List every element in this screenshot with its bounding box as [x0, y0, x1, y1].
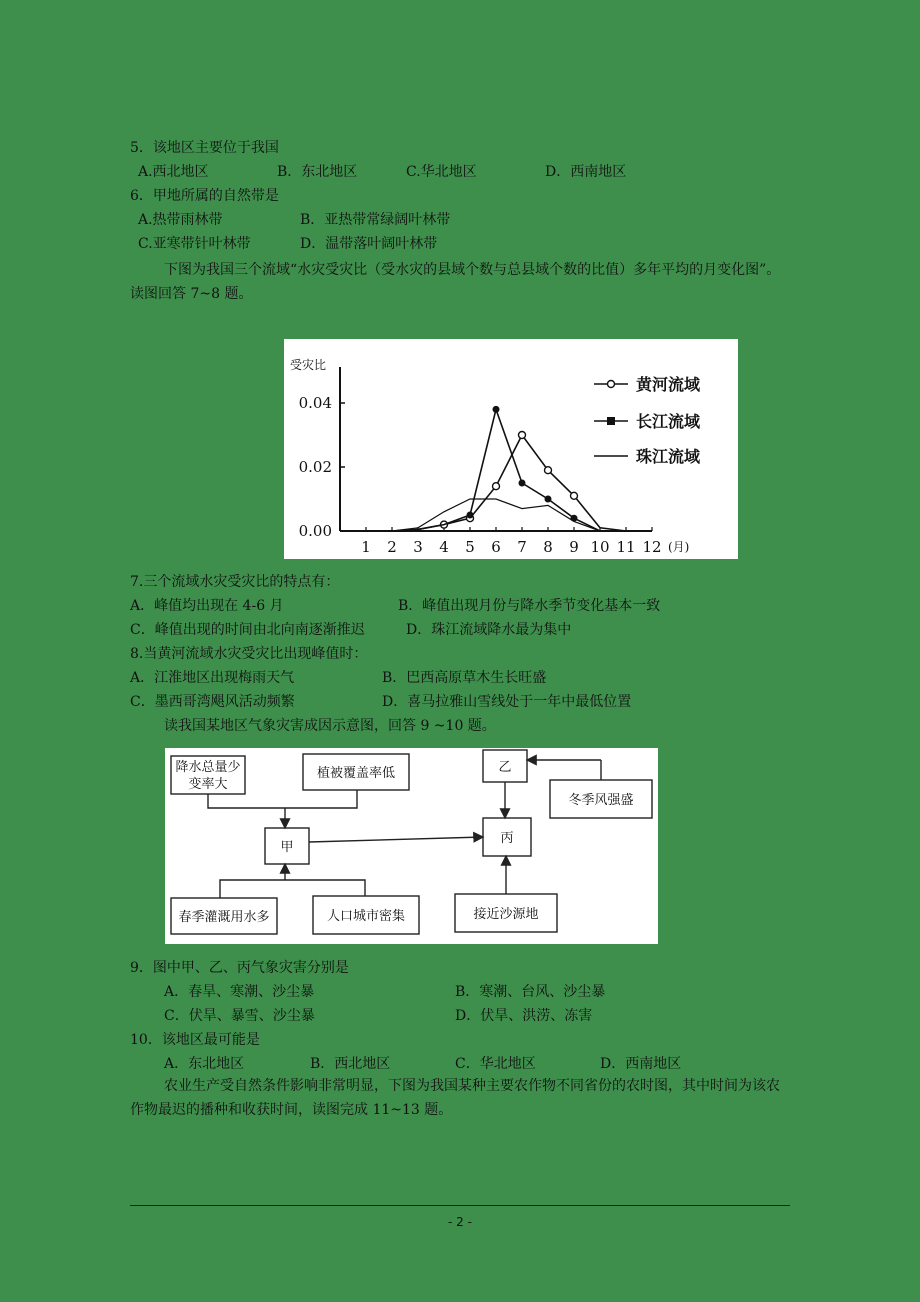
series-line-1 — [366, 435, 652, 531]
diagram-svg — [165, 748, 658, 944]
box-sand: 接近沙源地 — [473, 907, 539, 922]
box-spring: 春季灌溉用水多 — [178, 910, 270, 925]
q7-stem: 7.三个流域水灾受灾比的特点有： — [130, 574, 340, 590]
point-series-2 — [519, 480, 526, 487]
q9-option-a: A．春旱、寒潮、沙尘暴 — [164, 984, 315, 1000]
q9-stem: 9．图中甲、乙、丙气象灾害分别是 — [130, 960, 349, 976]
x-tick-label: 10 — [590, 538, 610, 556]
q8-option-c: C．墨西哥湾飓风活动频繁 — [130, 694, 295, 710]
box-yi: 乙 — [498, 760, 512, 775]
q8-option-a: A．江淮地区出现梅雨天气 — [130, 670, 295, 686]
x-tick-label: 11 — [616, 538, 636, 556]
q9-option-b: B．寒潮、台风、沙尘暴 — [455, 984, 606, 1000]
legend-marker-1 — [608, 381, 615, 388]
legend-label-1: 黄河流域 — [636, 375, 701, 394]
page-number: - 2 - — [448, 1215, 472, 1229]
box-bing: 丙 — [500, 831, 514, 846]
point-series-1 — [493, 483, 500, 490]
flood-ratio-chart — [284, 339, 738, 559]
q10-option-b: B．西北地区 — [310, 1056, 391, 1072]
footer-divider — [130, 1205, 790, 1206]
intro-9-10: 读我国某地区气象灾害成因示意图，回答 9 ~10 题。 — [164, 718, 496, 734]
x-tick-label: 7 — [517, 538, 527, 556]
q10-option-a: A．东北地区 — [164, 1056, 245, 1072]
intro-7-8: 下图为我国三个流域“水灾受灾比（受水灾的县域个数与总县域个数的比值）多年平均的月变化图”。读图回答 7~8 题。 — [130, 262, 781, 302]
y-axis-label: 受灾比 — [290, 358, 327, 372]
box-jia: 甲 — [280, 840, 294, 855]
q5-option-d: D．西南地区 — [545, 164, 627, 180]
q7-option-b: B．峰值出现月份与降水季节变化基本一致 — [398, 598, 661, 614]
q6-option-d: D．温带落叶阔叶林带 — [300, 236, 438, 252]
q8-option-b: B．巴西高原草木生长旺盛 — [382, 670, 547, 686]
box-pop: 人口城市密集 — [326, 909, 406, 924]
q8-stem: 8.当黄河流域水灾受灾比出现峰值时： — [130, 646, 368, 662]
series-line-2 — [366, 409, 652, 531]
x-axis-unit: (月) — [668, 540, 690, 554]
q6-option-a: A.热带雨林带 — [138, 212, 223, 228]
q7-option-d: D．珠江流域降水最为集中 — [406, 622, 572, 638]
x-tick-label: 1 — [361, 538, 371, 556]
point-series-1 — [545, 467, 552, 474]
q5-stem: 5．该地区主要位于我国 — [130, 140, 279, 156]
q8-option-d: D．喜马拉雅山雪线处于一年中最低位置 — [382, 694, 632, 710]
q9-option-c: C．伏旱、暴雪、沙尘暴 — [164, 1008, 315, 1024]
legend-label-2: 长江流域 — [636, 412, 701, 431]
x-tick-label: 8 — [543, 538, 553, 556]
x-tick-label: 3 — [413, 538, 423, 556]
q5-option-b: B．东北地区 — [277, 164, 358, 180]
point-series-2 — [493, 406, 500, 413]
box-precip-line1: 降水总量少 — [175, 760, 241, 775]
series-line-3 — [366, 499, 652, 531]
box-vegetation: 植被覆盖率低 — [316, 766, 396, 781]
legend-marker-2 — [607, 417, 615, 425]
q5-option-a: A.西北地区 — [138, 164, 209, 180]
x-tick-label: 4 — [439, 538, 449, 556]
x-tick-label: 6 — [491, 538, 501, 556]
y-tick-label: 0.04 — [298, 394, 332, 412]
point-series-2 — [571, 515, 578, 522]
disaster-cause-diagram — [165, 748, 658, 944]
legend-label-3: 珠江流域 — [636, 447, 701, 466]
intro-11-13: 农业生产受自然条件影响非常明显，下图为我国某种主要农作物不同省份的农时图，其中时间为该农作物最迟的播种和收获时间，读图完成 11~13 题。 — [130, 1078, 780, 1118]
point-series-2 — [467, 512, 474, 519]
q6-option-b: B．亚热带常绿阔叶林带 — [300, 212, 451, 228]
q6-stem: 6．甲地所属的自然带是 — [130, 188, 279, 204]
q10-stem: 10．该地区最可能是 — [130, 1032, 260, 1048]
y-tick-label: 0.00 — [298, 522, 332, 540]
x-tick-label: 9 — [569, 538, 579, 556]
box-precip-line2: 变率大 — [188, 777, 228, 792]
q7-option-a: A．峰值均出现在 4-6 月 — [130, 598, 284, 614]
x-tick-label: 5 — [465, 538, 475, 556]
q6-option-c: C.亚寒带针叶林带 — [138, 236, 251, 252]
point-series-1 — [571, 492, 578, 499]
x-tick-label: 12 — [642, 538, 662, 556]
box-winter: 冬季风强盛 — [568, 793, 634, 808]
chart-svg — [284, 339, 738, 559]
q7-option-c: C．峰值出现的时间由北向南逐渐推迟 — [130, 622, 365, 638]
q9-option-d: D．伏旱、洪涝、冻害 — [455, 1008, 593, 1024]
y-tick-label: 0.02 — [298, 458, 332, 476]
q5-option-c: C.华北地区 — [406, 164, 477, 180]
point-series-1 — [519, 432, 526, 439]
q10-option-c: C．华北地区 — [455, 1056, 536, 1072]
q10-option-d: D．西南地区 — [600, 1056, 682, 1072]
point-series-2 — [545, 496, 552, 503]
x-tick-label: 2 — [387, 538, 397, 556]
